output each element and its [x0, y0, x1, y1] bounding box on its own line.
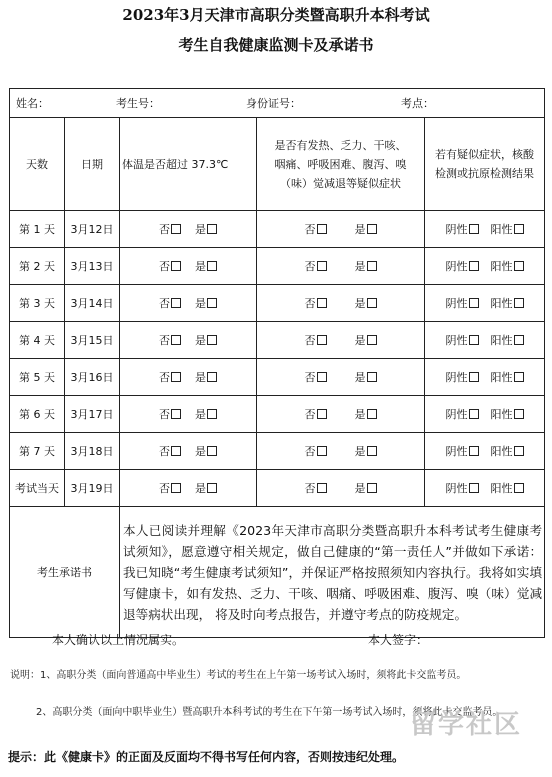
test-positive-label: 阳性 — [490, 408, 513, 421]
day-date: 3月15日 — [65, 322, 120, 359]
temp-yes-checkbox[interactable] — [207, 372, 217, 382]
symptom-yes-label: 是 — [354, 334, 366, 347]
test-positive-checkbox[interactable] — [514, 409, 524, 419]
test-positive-checkbox[interactable] — [514, 446, 524, 456]
symptom-yes-label: 是 — [354, 223, 366, 236]
temp-no-label: 否 — [159, 445, 170, 458]
tip-text: 提示：此《健康卡》的正面及反面均不得书写任何内容，否则按违纪处理。 — [8, 750, 405, 764]
temp-cell — [120, 433, 257, 470]
day-label: 考试当天 — [10, 470, 65, 507]
id-no-label: 身份证号： — [246, 97, 301, 110]
test-cell — [425, 211, 545, 248]
note-1: 说明：1、高职分类（面向普通高中毕业生）考试的考生在上午第一场考试入场时，须将此卡交监考员。 — [10, 670, 467, 681]
temp-cell — [120, 396, 257, 433]
temp-cell — [120, 470, 257, 507]
title-line-2: 考生自我健康监测卡及承诺书 — [178, 36, 374, 54]
header-test-line-1: 若有疑似症状，核酸 — [435, 148, 535, 161]
day-row — [10, 211, 545, 248]
test-positive-label: 阳性 — [490, 223, 513, 236]
symptom-yes-checkbox[interactable] — [367, 483, 377, 493]
day-date: 3月16日 — [65, 359, 120, 396]
temp-cell — [120, 248, 257, 285]
symptom-no-label: 否 — [304, 223, 316, 236]
temp-yes-checkbox[interactable] — [207, 261, 217, 271]
test-cell — [425, 396, 545, 433]
symptom-yes-label: 是 — [354, 371, 366, 384]
symptom-yes-checkbox[interactable] — [367, 298, 377, 308]
title-line-1: 2023年3月天津市高职分类暨高职升本科考试 — [122, 6, 430, 24]
header-symptom-line-1: 是否有发热、乏力、干咳、 — [274, 138, 407, 152]
pledge-label: 考生承诺书 — [10, 507, 120, 638]
temp-cell — [120, 359, 257, 396]
symptom-no-checkbox[interactable] — [317, 372, 327, 382]
symptom-no-checkbox[interactable] — [317, 261, 327, 271]
symptom-yes-checkbox[interactable] — [367, 409, 377, 419]
test-negative-checkbox[interactable] — [469, 372, 479, 382]
day-row — [10, 322, 545, 359]
test-positive-checkbox[interactable] — [514, 372, 524, 382]
temp-yes-label: 是 — [195, 371, 206, 384]
symptom-yes-checkbox[interactable] — [367, 335, 377, 345]
test-negative-checkbox[interactable] — [469, 224, 479, 234]
day-label: 第 1 天 — [10, 211, 65, 248]
symptom-yes-label: 是 — [354, 408, 366, 421]
temp-no-label: 否 — [159, 408, 170, 421]
note-2: 2、高职分类（面向中职毕业生）暨高职升本科考试的考生在下午第一场考试入场时，须将此卡交监考员。 — [36, 707, 503, 718]
test-negative-checkbox[interactable] — [469, 483, 479, 493]
symptom-yes-label: 是 — [354, 482, 366, 495]
header-symptom — [257, 118, 425, 211]
test-negative-label: 阴性 — [445, 408, 468, 421]
test-negative-label: 阴性 — [445, 482, 468, 495]
temp-yes-checkbox[interactable] — [207, 483, 217, 493]
symptom-cell — [257, 322, 425, 359]
symptom-no-label: 否 — [304, 408, 316, 421]
day-row — [10, 248, 545, 285]
temp-no-label: 否 — [159, 297, 170, 310]
temp-yes-label: 是 — [195, 482, 206, 495]
day-label: 第 3 天 — [10, 285, 65, 322]
symptom-no-checkbox[interactable] — [317, 446, 327, 456]
header-date: 日期 — [65, 118, 120, 211]
confirm-statement: 本人确认以上情况属实。 — [52, 633, 185, 647]
symptom-no-checkbox[interactable] — [317, 409, 327, 419]
temp-yes-label: 是 — [195, 223, 206, 236]
header-temp: 体温是否超过 37.3℃ — [120, 118, 257, 211]
temp-yes-label: 是 — [195, 260, 206, 273]
temp-yes-checkbox[interactable] — [207, 409, 217, 419]
temp-yes-label: 是 — [195, 297, 206, 310]
test-cell — [425, 359, 545, 396]
symptom-no-label: 否 — [304, 260, 316, 273]
test-negative-checkbox[interactable] — [469, 335, 479, 345]
test-positive-checkbox[interactable] — [514, 224, 524, 234]
test-positive-label: 阳性 — [490, 334, 513, 347]
temp-yes-checkbox[interactable] — [207, 224, 217, 234]
temp-no-checkbox[interactable] — [171, 446, 181, 456]
pledge-text: 本人已阅读并理解《2023年天津市高职分类暨高职升本科考试考生健康考试须知》，愿意遵守相关规定，做自己健康的“第一责任人”并做如下承诺：我已知晓“考生健康考试须知”，并保证严格按照须知内容执行。我将如实填写健康卡，如有发热、乏力、干咳、咽痛、呼吸困难、腹泻、嗅（味）觉减退等病状出现， 将及时向考点报告，并遵守考点的防疫规定。 — [120, 507, 545, 638]
day-label: 第 6 天 — [10, 396, 65, 433]
header-test — [425, 118, 545, 211]
test-positive-checkbox[interactable] — [514, 335, 524, 345]
test-negative-label: 阴性 — [445, 334, 468, 347]
test-positive-label: 阳性 — [490, 260, 513, 273]
exam-no-label: 考生号： — [116, 97, 160, 110]
header-day: 天数 — [10, 118, 65, 211]
name-label: 姓名： — [16, 97, 49, 110]
header-test-line-2: 检测或抗原检测结果 — [435, 167, 535, 180]
temp-no-checkbox[interactable] — [171, 372, 181, 382]
test-negative-checkbox[interactable] — [469, 298, 479, 308]
symptom-yes-label: 是 — [354, 260, 366, 273]
temp-yes-label: 是 — [195, 334, 206, 347]
symptom-no-checkbox[interactable] — [317, 483, 327, 493]
symptom-no-checkbox[interactable] — [317, 298, 327, 308]
day-date: 3月13日 — [65, 248, 120, 285]
test-cell — [425, 285, 545, 322]
day-row — [10, 396, 545, 433]
symptom-yes-checkbox[interactable] — [367, 446, 377, 456]
temp-no-label: 否 — [159, 223, 170, 236]
test-cell — [425, 433, 545, 470]
test-negative-checkbox[interactable] — [469, 409, 479, 419]
day-date: 3月17日 — [65, 396, 120, 433]
test-negative-label: 阴性 — [445, 260, 468, 273]
symptom-cell — [257, 211, 425, 248]
health-card-table — [9, 88, 545, 638]
temp-no-label: 否 — [159, 482, 170, 495]
test-negative-label: 阴性 — [445, 297, 468, 310]
temp-no-label: 否 — [159, 371, 170, 384]
symptom-yes-checkbox[interactable] — [367, 224, 377, 234]
day-row — [10, 285, 545, 322]
test-negative-label: 阴性 — [445, 445, 468, 458]
day-label: 第 5 天 — [10, 359, 65, 396]
symptom-no-checkbox[interactable] — [317, 335, 327, 345]
temp-yes-checkbox[interactable] — [207, 335, 217, 345]
symptom-cell — [257, 359, 425, 396]
test-positive-checkbox[interactable] — [514, 261, 524, 271]
test-cell — [425, 322, 545, 359]
temp-cell — [120, 211, 257, 248]
temp-no-checkbox[interactable] — [171, 483, 181, 493]
test-cell — [425, 248, 545, 285]
info-row — [10, 89, 545, 118]
symptom-no-checkbox[interactable] — [317, 224, 327, 234]
test-positive-label: 阳性 — [490, 371, 513, 384]
symptom-cell — [257, 248, 425, 285]
temp-cell — [120, 322, 257, 359]
day-row — [10, 359, 545, 396]
test-cell — [425, 470, 545, 507]
day-date: 3月19日 — [65, 470, 120, 507]
temp-no-checkbox[interactable] — [171, 409, 181, 419]
symptom-cell — [257, 285, 425, 322]
temp-yes-label: 是 — [195, 408, 206, 421]
header-symptom-line-3: （味）觉减退等疑似症状 — [280, 176, 401, 190]
symptom-cell — [257, 396, 425, 433]
symptom-no-label: 否 — [304, 371, 316, 384]
test-positive-label: 阳性 — [490, 297, 513, 310]
temp-no-checkbox[interactable] — [171, 261, 181, 271]
day-label: 第 7 天 — [10, 433, 65, 470]
symptom-yes-checkbox[interactable] — [367, 261, 377, 271]
symptom-no-label: 否 — [304, 297, 316, 310]
temp-no-label: 否 — [159, 334, 170, 347]
watermark-logo: 留学社区 — [409, 710, 522, 740]
test-negative-checkbox[interactable] — [469, 261, 479, 271]
temp-yes-checkbox[interactable] — [207, 446, 217, 456]
test-positive-label: 阳性 — [490, 482, 513, 495]
symptom-no-label: 否 — [304, 482, 316, 495]
temp-yes-checkbox[interactable] — [207, 298, 217, 308]
day-row — [10, 470, 545, 507]
test-positive-checkbox[interactable] — [514, 298, 524, 308]
symptom-cell — [257, 433, 425, 470]
symptom-cell — [257, 470, 425, 507]
symptom-yes-label: 是 — [354, 297, 366, 310]
temp-no-checkbox[interactable] — [171, 298, 181, 308]
day-date: 3月14日 — [65, 285, 120, 322]
temp-no-checkbox[interactable] — [171, 224, 181, 234]
symptom-yes-label: 是 — [354, 445, 366, 458]
day-row — [10, 433, 545, 470]
temp-cell — [120, 285, 257, 322]
test-negative-label: 阴性 — [445, 223, 468, 236]
test-positive-checkbox[interactable] — [514, 483, 524, 493]
day-label: 第 2 天 — [10, 248, 65, 285]
test-negative-label: 阴性 — [445, 371, 468, 384]
day-date: 3月18日 — [65, 433, 120, 470]
temp-yes-label: 是 — [195, 445, 206, 458]
symptom-no-label: 否 — [304, 334, 316, 347]
test-positive-label: 阳性 — [490, 445, 513, 458]
day-date: 3月12日 — [65, 211, 120, 248]
temp-no-checkbox[interactable] — [171, 335, 181, 345]
header-symptom-line-2: 咽痛、呼吸困难、腹泻、嗅 — [274, 157, 407, 171]
site-label: 考点： — [401, 97, 434, 110]
day-label: 第 4 天 — [10, 322, 65, 359]
test-negative-checkbox[interactable] — [469, 446, 479, 456]
symptom-no-label: 否 — [304, 445, 316, 458]
symptom-yes-checkbox[interactable] — [367, 372, 377, 382]
temp-no-label: 否 — [159, 260, 170, 273]
signature-label: 本人签字： — [368, 633, 429, 647]
